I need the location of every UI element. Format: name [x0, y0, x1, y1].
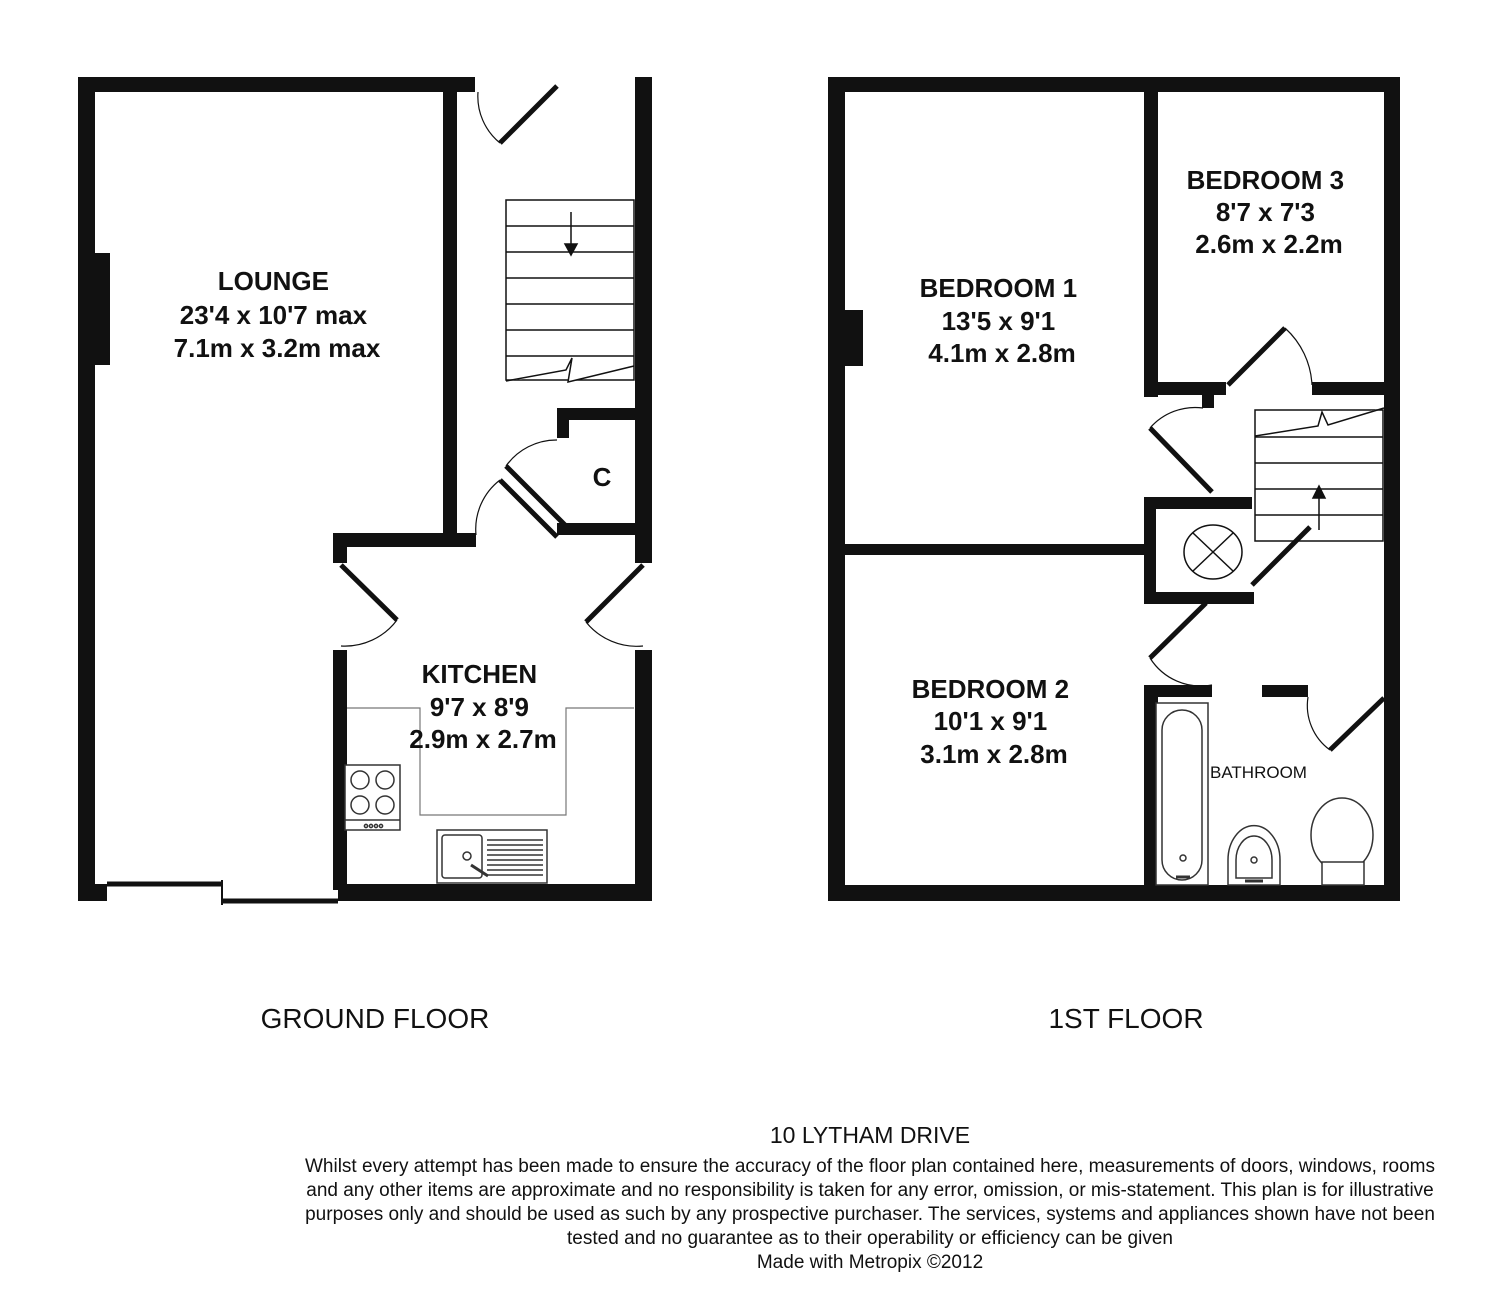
- ground-floor-staircase: [506, 200, 634, 382]
- first-floor-label: 1ST FLOOR: [1048, 1003, 1204, 1034]
- kitchen-name: KITCHEN: [421, 659, 538, 689]
- bedroom3-label: [1187, 165, 1352, 259]
- bedroom2-name: BEDROOM 2: [911, 674, 1070, 704]
- lounge-label: [174, 266, 381, 363]
- bedroom2-metric-size: 3.1m x 2.8m: [920, 739, 1068, 769]
- bathtub: [1156, 703, 1208, 885]
- patio-door: [107, 880, 338, 905]
- ground-floor-label: GROUND FLOOR: [260, 1003, 490, 1034]
- bedroom1-metric-size: 4.1m x 2.8m: [928, 338, 1076, 368]
- bedroom3-name: BEDROOM 3: [1186, 165, 1345, 195]
- kitchen-imperial-size: 9'7 x 8'9: [429, 692, 529, 722]
- property-address: 10 LYTHAM DRIVE: [769, 1122, 971, 1148]
- first-floor-plan: [828, 77, 1400, 1034]
- lounge-imperial-size: 23'4 x 10'7 max: [179, 300, 368, 330]
- first-floor-staircase: [1255, 408, 1384, 541]
- kitchen-metric-size: 2.9m x 2.7m: [409, 724, 557, 754]
- disclaimer-text: Whilst every attempt has been made to ensure the accuracy of the floor plan contained here, measurements of doors, windows, rooms and any other items are approximate and no responsibility is taken for any error, omission, or mis-statement. This plan is for illustrative purposes only and should be used as such by any prospective purchaser. The services, systems and appliances shown have not been tested and no guarantee as to their operability or efficiency can be given: [304, 1156, 1436, 1249]
- toilet: [1311, 798, 1373, 885]
- hob: [345, 765, 400, 830]
- footer-block: [300, 1155, 1440, 1275]
- bedroom1-imperial-size: 13'5 x 9'1: [941, 306, 1056, 336]
- kitchen-label: [409, 659, 556, 754]
- bedroom2-label: [912, 674, 1077, 769]
- ground-floor-plan: [78, 77, 652, 1034]
- wash-basin: [1228, 826, 1280, 885]
- kitchen-sink: [437, 830, 547, 883]
- bedroom1-name: BEDROOM 1: [919, 273, 1078, 303]
- bedroom2-imperial-size: 10'1 x 9'1: [933, 706, 1048, 736]
- bathroom-label: BATHROOM: [1210, 763, 1307, 782]
- hot-water-cylinder: [1184, 525, 1242, 579]
- lounge-name: LOUNGE: [217, 266, 329, 296]
- bedroom3-imperial-size: 8'7 x 7'3: [1215, 197, 1315, 227]
- bedroom3-metric-size: 2.6m x 2.2m: [1195, 229, 1343, 259]
- credit-text: Made with Metropix ©2012: [756, 1252, 984, 1273]
- cupboard-label: C: [592, 462, 612, 492]
- bedroom1-label: [920, 273, 1085, 368]
- ground-floor-doors: [341, 86, 643, 646]
- lounge-metric-size: 7.1m x 3.2m max: [173, 333, 381, 363]
